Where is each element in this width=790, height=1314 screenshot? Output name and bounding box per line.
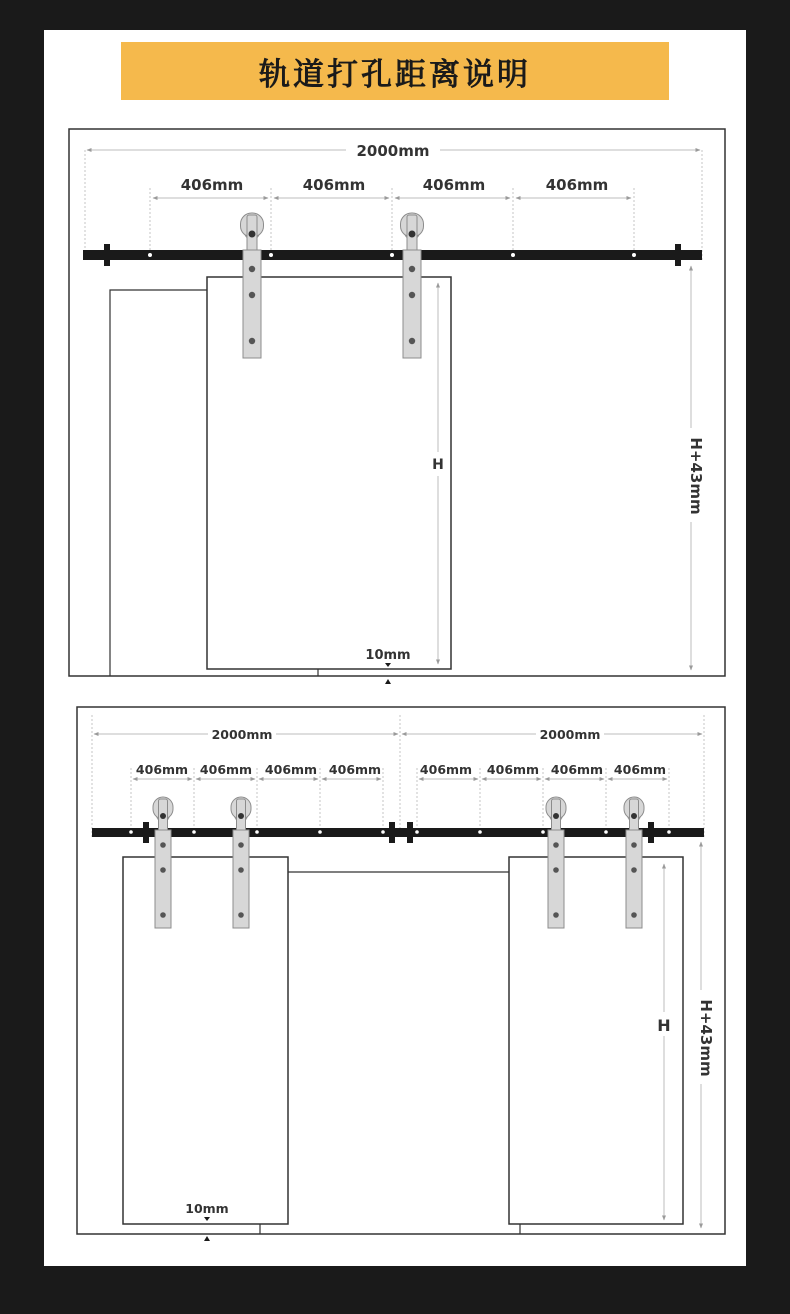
right-total-length-label: 2000mm bbox=[539, 727, 601, 742]
segment-label: 406mm bbox=[613, 762, 667, 777]
door-hanger bbox=[624, 797, 644, 928]
left-sliding-door bbox=[123, 857, 288, 1224]
segment-label: 406mm bbox=[422, 176, 486, 194]
door-hanger bbox=[546, 797, 566, 928]
segment-label: 406mm bbox=[419, 762, 473, 777]
segment-label: 406mm bbox=[180, 176, 244, 194]
total-height-label: H+43mm bbox=[697, 999, 715, 1077]
door-hanger bbox=[231, 797, 251, 928]
segment-label: 406mm bbox=[302, 176, 366, 194]
segment-label: 406mm bbox=[135, 762, 189, 777]
floor-gap-label: 10mm bbox=[185, 1201, 229, 1216]
rail-stopper bbox=[675, 244, 681, 266]
wall-opening bbox=[260, 872, 520, 1234]
double-door-diagram bbox=[77, 707, 725, 1241]
segment-label: 406mm bbox=[550, 762, 604, 777]
track-rail bbox=[92, 828, 704, 837]
rail-stopper bbox=[407, 822, 413, 843]
right-sliding-door bbox=[509, 857, 683, 1224]
rail-stopper bbox=[104, 244, 110, 266]
segment-label: 406mm bbox=[199, 762, 253, 777]
door-hanger bbox=[401, 213, 424, 358]
segment-label: 406mm bbox=[545, 176, 609, 194]
rail-stopper bbox=[648, 822, 654, 843]
page-title: 轨道打孔距离说明 bbox=[259, 56, 531, 93]
floor-gap-label: 10mm bbox=[365, 648, 411, 663]
single-door-diagram bbox=[69, 129, 725, 684]
segment-label: 406mm bbox=[486, 762, 540, 777]
door-height-label: H bbox=[657, 1016, 671, 1035]
left-total-length-label: 2000mm bbox=[211, 727, 273, 742]
rail-stopper bbox=[143, 822, 149, 843]
total-height-label: H+43mm bbox=[687, 437, 705, 515]
rail-stopper bbox=[389, 822, 395, 843]
door-height-label: H bbox=[432, 457, 444, 473]
segment-label: 406mm bbox=[264, 762, 318, 777]
segment-label: 406mm bbox=[328, 762, 382, 777]
door-hanger bbox=[153, 797, 173, 928]
door-hanger bbox=[241, 213, 264, 358]
total-length-label: 2000mm bbox=[356, 142, 430, 160]
